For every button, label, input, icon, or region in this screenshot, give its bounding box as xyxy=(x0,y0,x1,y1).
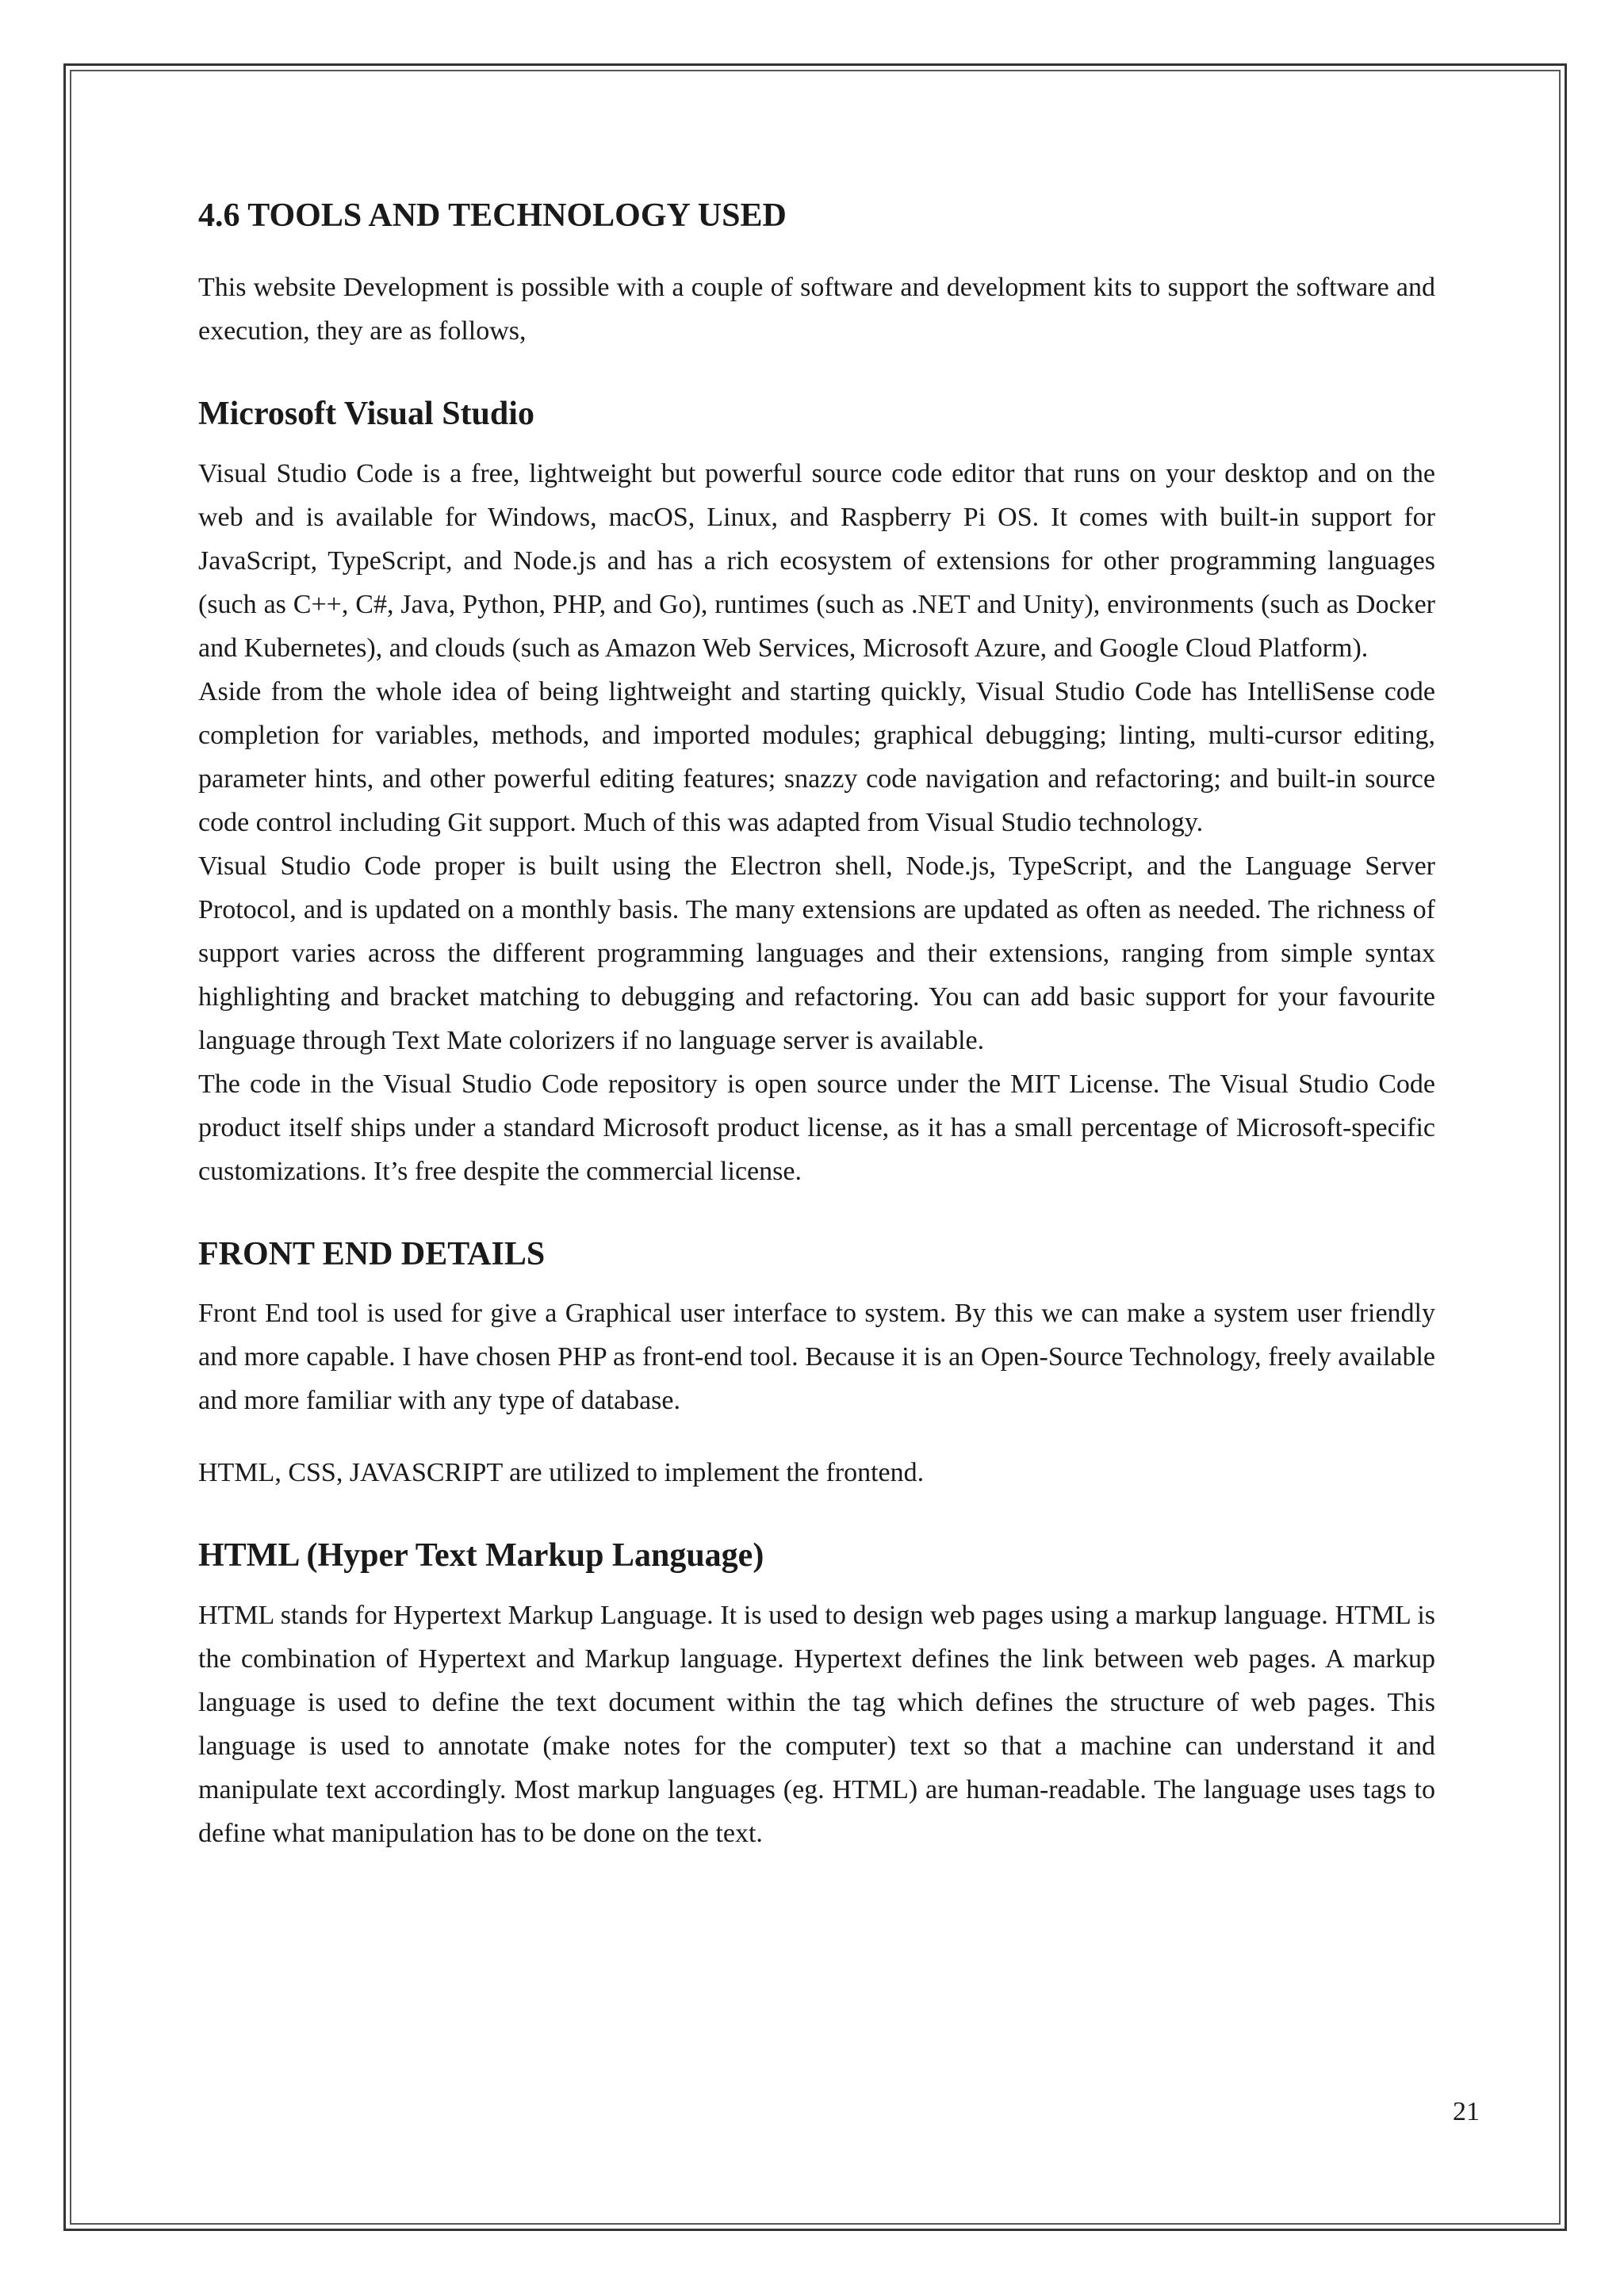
front-end-paragraph-1: Front End tool is used for give a Graphical user interface to system. By this we can make a system user friendly and more capable. I have chosen PHP as front-end tool. Because it is an Open-Source Technology, freely available and more familiar with any type of database. xyxy=(198,1299,1435,1416)
vs-paragraph-3: Visual Studio Code proper is built using the Electron shell, Node.js, TypeScript, and the Language Server Protocol, and is updated on a monthly basis. The many extensions are updated as often as needed. The richness of support varies across the different programming languages and their extensions, ranging from simple syntax highlighting and bracket matching to debugging and refactoring. You can add basic support for your favourite language through Text Mate colorizers if no language server is available. xyxy=(198,851,1435,1055)
section-heading: 4.6 TOOLS AND TECHNOLOGY USED xyxy=(198,197,787,234)
html-paragraph: HTML stands for Hypertext Markup Language. It is used to design web pages using a markup language. HTML is the combination of Hypertext and Markup language. Hypertext defines the link between web pages. A markup language is used to define the text document within the tag which defines the structure of web pages. This language is used to annotate (make notes for the computer) text so that a machine can understand it and manipulate text accordingly. Most markup languages (eg. HTML) are human-readable. The language uses tags to define what manipulation has to be done on the text. xyxy=(198,1600,1435,1848)
vs-paragraph-2: Aside from the whole idea of being lightweight and starting quickly, Visual Studio Code has IntelliSense code completion for variables, methods, and imported modules; graphical debugging; linting, multi-cursor editing, parameter hints, and other powerful editing features; snazzy code navigation and refactoring; and built-in source code control including Git support. Much of this was adapted from Visual Studio technology. xyxy=(198,676,1435,837)
html-heading: HTML (Hyper Text Markup Language) xyxy=(198,1537,764,1575)
vs-paragraph-4: The code in the Visual Studio Code repository is open source under the MIT License. The Visual Studio Code product itself ships under a standard Microsoft product license, as it has a small percentage of Microsoft-specific customizations. It’s free despite the commercial license. xyxy=(198,1069,1435,1186)
page-content xyxy=(198,186,1435,1855)
intro-paragraph: This website Development is possible with a couple of software and development kits to support the software and execution, they are as follows, xyxy=(198,273,1435,346)
page-number: 21 xyxy=(1453,2097,1480,2126)
front-end-paragraph-2: HTML, CSS, JAVASCRIPT are utilized to implement the frontend. xyxy=(198,1458,925,1488)
front-end-heading: FRONT END DETAILS xyxy=(198,1235,546,1272)
vs-paragraph-1: Visual Studio Code is a free, lightweight but powerful source code editor that runs on your desktop and on the web and is available for Windows, macOS, Linux, and Raspberry Pi OS. It comes with built-in support for JavaScript, TypeScript, and Node.js and has a rich ecosystem of extensions for other programming languages (such as C++, C#, Java, Python, PHP, and Go), runtimes (such as .NET and Unity), environments (such as Docker and Kubernetes), and clouds (such as Amazon Web Services, Microsoft Azure, and Google Cloud Platform). xyxy=(198,458,1435,663)
vs-heading: Microsoft Visual Studio xyxy=(198,396,534,433)
